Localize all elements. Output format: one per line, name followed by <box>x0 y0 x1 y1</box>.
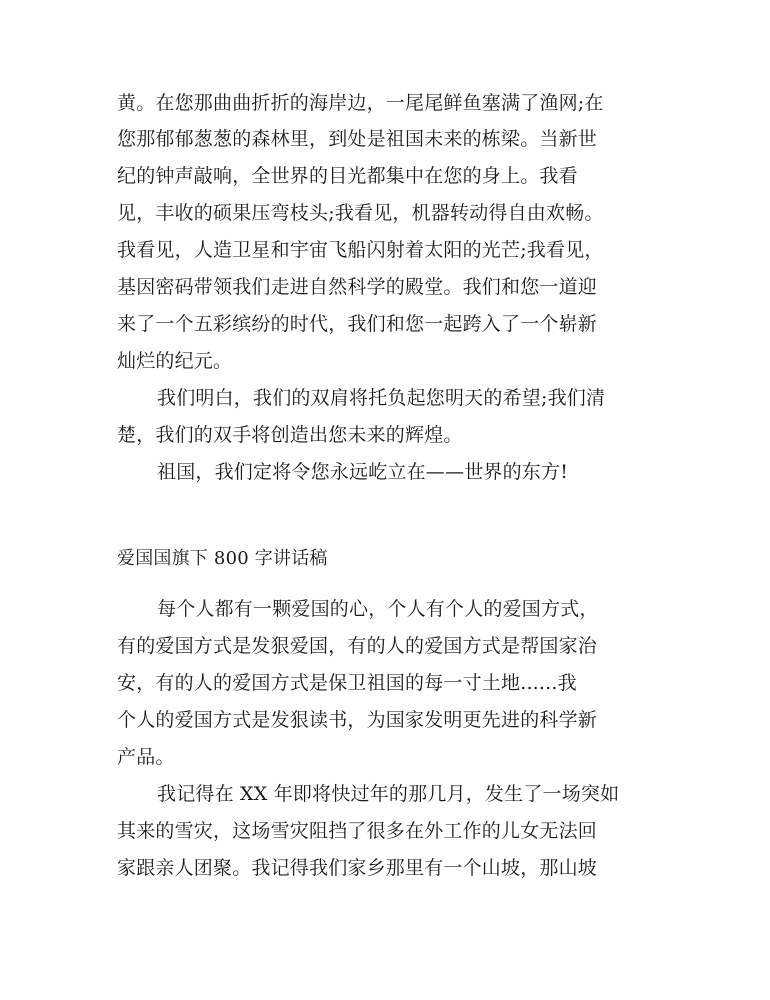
text-line: 其来的雪灾，这场雪灾阻挡了很多在外工作的儿女无法回 <box>117 820 598 842</box>
text-line: 见，丰收的硕果压弯枝头;我看见，机器转动得自由欢畅。 <box>117 202 604 224</box>
text-line: 家跟亲人团聚。我记得我们家乡那里有一个山坡，那山坡 <box>117 857 598 879</box>
text-line: 个人的爱国方式是发狠读书，为国家发明更先进的科学新 <box>117 709 598 731</box>
text-line: 黄。在您那曲曲折折的海岸边，一尾尾鲜鱼塞满了渔网;在 <box>117 92 604 114</box>
text-line: 楚，我们的双手将创造出您未来的辉煌。 <box>117 424 463 446</box>
text-line: 灿烂的纪元。 <box>117 350 233 372</box>
text-line: 安，有的人的爱国方式是保卫祖国的每一寸土地......我 <box>117 672 577 694</box>
text-line: 我们明白，我们的双肩将托负起您明天的希望;我们清 <box>157 387 606 409</box>
text-line: 我记得在 XX 年即将快过年的那几月，发生了一场突如 <box>157 783 620 805</box>
text-line: 您那郁郁葱葱的森林里，到处是祖国未来的栋梁。当新世 <box>117 128 598 150</box>
section-title: 爱国国旗下 800 字讲话稿 <box>117 548 328 569</box>
text-line: 来了一个五彩缤纷的时代，我们和您一起跨入了一个崭新 <box>117 313 598 335</box>
text-line: 基因密码带领我们走进自然科学的殿堂。我们和您一道迎 <box>117 276 598 298</box>
text-line: 有的爱国方式是发狠爱国，有的人的爱国方式是帮国家治 <box>117 635 598 657</box>
text-line: 产品。 <box>117 746 175 768</box>
text-line: 祖国，我们定将令您永远屹立在——世界的东方! <box>157 461 569 483</box>
text-line: 每个人都有一颗爱国的心，个人有个人的爱国方式， <box>157 598 599 620</box>
text-line: 纪的钟声敲响，全世界的目光都集中在您的身上。我看 <box>117 165 578 187</box>
text-line: 我看见，人造卫星和宇宙飞船闪射着太阳的光芒;我看见， <box>117 239 604 261</box>
